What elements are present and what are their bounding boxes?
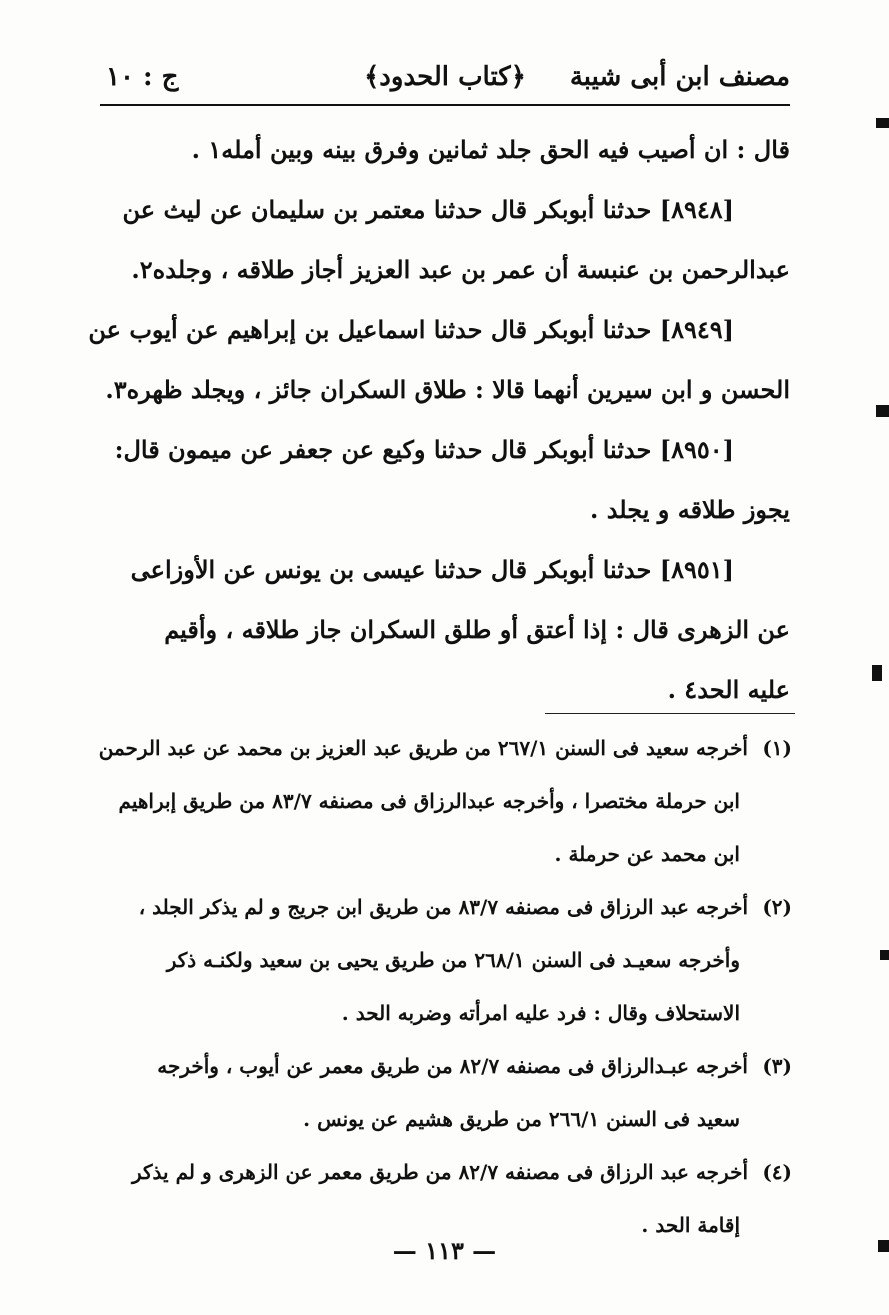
main-text — [88, 120, 790, 720]
header-rule — [100, 104, 790, 106]
running-header — [100, 58, 790, 104]
hadith-8951-line-1: [٨٩٥١] حدثنا أبوبكر قال حدثنا عيسى بن يونس عن الأوزاعى — [130, 555, 734, 584]
footnote-line: أخرجه سعيد فى السنن ٢٦٧/١ من طريق عبد العزيز بن محمد عن عبد الرحمن — [98, 736, 748, 760]
chapter-title: ﴿كتاب الحدود﴾ — [364, 62, 526, 92]
hadith-8948-line-1: [٨٩٤٨] حدثنا أبوبكر قال حدثنا معتمر بن سليمان عن ليث عن — [122, 195, 734, 224]
footnote-line: الاستحلاف وقال : فرد عليه امرأته وضربه الحد . — [341, 1001, 740, 1025]
footnote-line: ابن حرملة مختصرا ، وأخرجه عبدالرزاق فى مصنفه ٨٣/٧ من طريق إبراهيم — [118, 789, 740, 813]
footnote-line: أخرجه عبد الرزاق فى مصنفه ٨٣/٧ من طريق ابن جريج و لم يذكر الجلد ، — [138, 895, 748, 919]
scan-margin-mark — [878, 1240, 889, 1252]
scan-margin-mark — [880, 950, 889, 960]
text-line: قال : ان أصيب فيه الحق جلد ثمانين وفرق بينه وبين أمله١ . — [191, 135, 790, 164]
hadith-8950-line-1: [٨٩٥٠] حدثنا أبوبكر قال حدثنا وكيع عن جعفر عن ميمون قال: — [114, 435, 734, 464]
hadith-8951-line-2: عن الزهرى قال : إذا أعتق أو طلق السكران جاز طلاقه ، وأقيم — [164, 615, 790, 644]
footnote-number: (٤) — [762, 1160, 792, 1184]
footnote-rule — [545, 713, 795, 714]
footnote-number: (٢) — [762, 895, 792, 919]
book-title: مصنف ابن أبى شيبة — [569, 62, 790, 92]
hadith-8951-line-3: عليه الحد٤ . — [667, 675, 790, 704]
footnote-line: ابن محمد عن حرملة . — [554, 842, 740, 866]
scan-margin-mark — [872, 665, 882, 681]
footnote-line: أخرجه عبـدالرزاق فى مصنفه ٨٢/٧ من طريق معمر عن أيوب ، وأخرجه — [157, 1054, 748, 1078]
footnote-number: (١) — [762, 736, 792, 760]
footnote-line: سعيد فى السنن ٢٦٦/١ من طريق هشيم عن يونس . — [303, 1107, 740, 1131]
hadith-8949-line-2: الحسن و ابن سيرين أنهما قالا : طلاق السكران جائز ، ويجلد ظهره٣. — [105, 375, 790, 404]
hadith-8948-line-2: عبدالرحمن بن عنبسة أن عمر بن عبد العزيز أجاز طلاقه ، وجلده٢. — [131, 255, 790, 284]
scan-margin-mark — [876, 405, 889, 417]
footnote-1 — [98, 722, 792, 881]
footnote-3 — [110, 1040, 792, 1146]
footnote-number: (٣) — [762, 1054, 792, 1078]
page-number: — ١١٣ — — [392, 1236, 497, 1265]
footnotes — [98, 722, 792, 1252]
hadith-8949-line-1: [٨٩٤٩] حدثنا أبوبكر قال حدثنا اسماعيل بن إبراهيم عن أيوب عن — [88, 315, 734, 344]
footnote-line: وأخرجه سعيـد فى السنن ٢٦٨/١ من طريق يحيى بن سعيد ولكنـه ذكر — [166, 948, 740, 972]
hadith-8950-line-2: يجوز طلاقه و يجلد . — [589, 495, 790, 524]
volume-number: ج : ١٠ — [106, 62, 179, 92]
footnote-2 — [110, 881, 792, 1040]
scan-margin-mark — [876, 118, 889, 128]
footnote-line: إقامة الحد . — [641, 1213, 740, 1237]
footnote-line: أخرجه عبد الرزاق فى مصنفه ٨٢/٧ من طريق معمر عن الزهرى و لم يذكر — [132, 1160, 748, 1184]
